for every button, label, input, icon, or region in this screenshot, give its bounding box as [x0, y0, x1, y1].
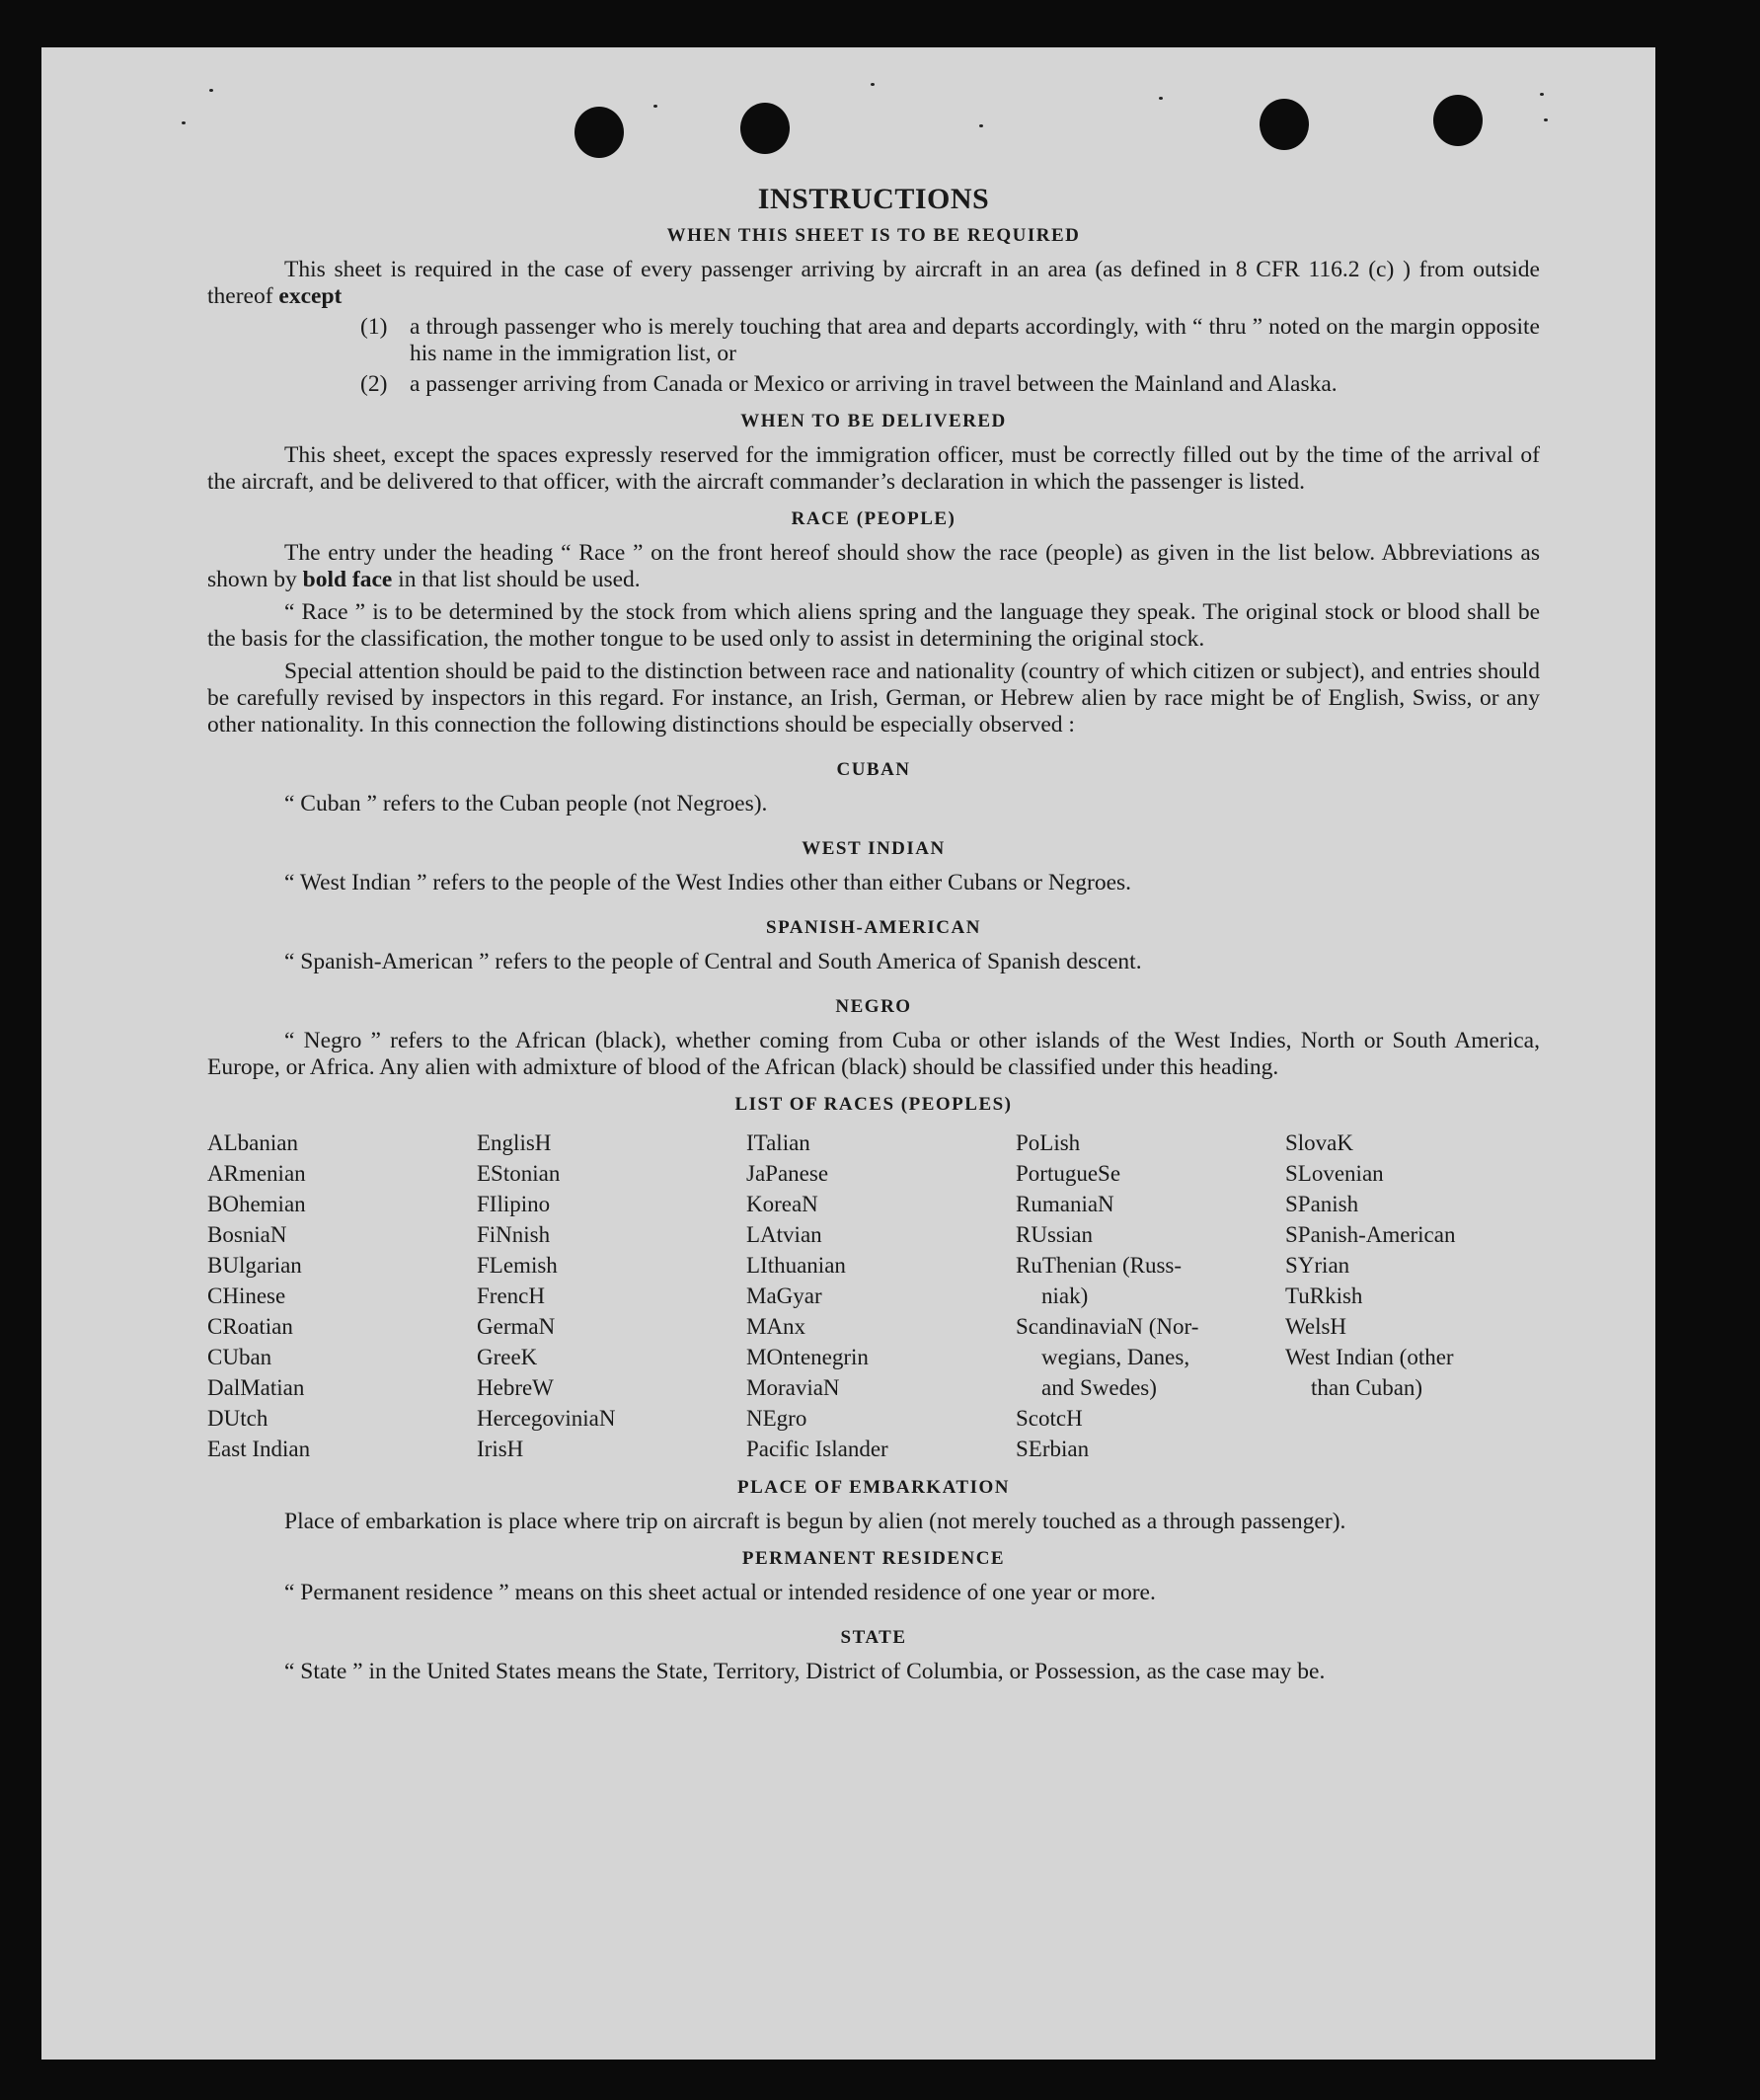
race-entry: NEgro	[746, 1406, 807, 1431]
race-entry: JaPanese	[746, 1161, 829, 1186]
race-entry: SYrian	[1285, 1253, 1350, 1278]
race-entry: West Indian (other	[1285, 1345, 1454, 1369]
race-entry: CUban	[207, 1345, 272, 1369]
race-entry: East Indian	[207, 1437, 311, 1461]
page-title: INSTRUCTIONS	[757, 183, 990, 215]
race-entry: GermaN	[477, 1314, 556, 1339]
speck	[1544, 118, 1548, 121]
race-entry: MOntenegrin	[746, 1345, 869, 1369]
race-entry: SlovaK	[1285, 1130, 1353, 1155]
residence-text: “ Permanent residence ” means on this sheet actual or intended residence of one year or more.	[284, 1580, 1156, 1605]
speck	[209, 89, 213, 92]
race-entry: BOhemian	[207, 1192, 306, 1216]
race-entry: FrencH	[477, 1283, 545, 1308]
section-heading-race: RACE (PEOPLE)	[791, 508, 957, 529]
section-heading-embarkation: PLACE OF EMBARKATION	[737, 1477, 1010, 1498]
race-entry-continued: than Cuban)	[1311, 1375, 1423, 1400]
race-paragraph-2: “ Race ” is to be determined by the stock from which aliens spring and the language they speak. The original stock or blood shall be the basis for the classification, the mother tongue to be used only to assist in determining the original stock.	[207, 599, 1540, 652]
races-column-4	[1016, 1128, 1285, 1464]
race-entry: MaGyar	[746, 1283, 822, 1308]
race-entry: DalMatian	[207, 1375, 305, 1400]
race-entry: FIlipino	[477, 1192, 551, 1216]
race-entry-continued: niak)	[1041, 1283, 1089, 1308]
required-intro-text: This sheet is required in the case of every passenger arriving by aircraft in an area (as defined in 8 CFR 116.2 (c) ) from outside thereof	[207, 257, 1540, 309]
race-entry: WelsH	[1285, 1314, 1347, 1339]
race-paragraph-3: Special attention should be paid to the distinction between race and nationality (country of which citizen or subject), and entries should be carefully revised by inspectors in this regard. For instance, an Irish, German, or Hebrew alien by race might be of English, Swiss, or any other nationality. In this connection the following distinctions should be especially observed :	[207, 659, 1540, 738]
speck	[979, 124, 983, 127]
delivered-text: This sheet, except the spaces expressly reserved for the immigration officer, must be correctly filled out by the time of the arrival of the aircraft, and be delivered to that officer, with the aircraft commander’s declaration in which the passenger is listed.	[207, 442, 1540, 495]
item-number: (1)	[360, 314, 388, 340]
section-heading-races-list: LIST OF RACES (PEOPLES)	[734, 1094, 1013, 1115]
cuban-text: “ Cuban ” refers to the Cuban people (not Negroes).	[284, 791, 768, 817]
race-entry: RumaniaN	[1016, 1192, 1114, 1216]
item-text: a through passenger who is merely touching that area and departs accordingly, with “ thru ” noted on the margin opposite his name in the immigration list, or	[410, 314, 1540, 366]
state-text: “ State ” in the United States means the State, Territory, District of Columbia, or Possession, as the case may be.	[284, 1659, 1326, 1684]
race-entry: ALbanian	[207, 1130, 298, 1155]
race-entry: EnglisH	[477, 1130, 552, 1155]
race-entry: ARmenian	[207, 1161, 306, 1186]
races-column-1	[207, 1128, 477, 1464]
section-heading-delivered: WHEN TO BE DELIVERED	[740, 411, 1007, 431]
race-entry: ITalian	[746, 1130, 810, 1155]
race-entry: FiNnish	[477, 1222, 551, 1247]
race-paragraph-1	[207, 540, 1540, 593]
race-entry: SPanish	[1285, 1192, 1359, 1216]
section-heading-negro: NEGRO	[835, 996, 912, 1017]
race-entry: SLovenian	[1285, 1161, 1384, 1186]
race-entry: GreeK	[477, 1345, 538, 1369]
race-entry: HebreW	[477, 1375, 554, 1400]
section-heading-cuban: CUBAN	[836, 759, 911, 780]
race-entry: SPanish-American	[1285, 1222, 1456, 1247]
required-intro-bold: except	[278, 283, 343, 309]
race-entry: DUtch	[207, 1406, 268, 1431]
embarkation-text: Place of embarkation is place where trip on aircraft is begun by alien (not merely touched as a through passenger).	[284, 1509, 1346, 1534]
races-column-2	[477, 1128, 746, 1464]
required-intro	[207, 257, 1540, 310]
west-indian-text: “ West Indian ” refers to the people of the West Indies other than either Cubans or Negroes.	[284, 870, 1132, 895]
race-entry: CHinese	[207, 1283, 286, 1308]
speck	[653, 105, 657, 108]
race-entry: Pacific Islander	[746, 1437, 888, 1461]
race-entry: KoreaN	[746, 1192, 818, 1216]
race-entry: BosniaN	[207, 1222, 287, 1247]
instructions-content	[207, 183, 1540, 1685]
race-entry: LAtvian	[746, 1222, 822, 1247]
punch-hole	[1433, 95, 1483, 146]
item-text: a passenger arriving from Canada or Mexico or arriving in travel between the Mainland and Alaska.	[410, 371, 1338, 397]
race-entry: BUlgarian	[207, 1253, 302, 1278]
section-heading-residence: PERMANENT RESIDENCE	[741, 1548, 1006, 1569]
punch-hole	[740, 103, 790, 154]
race-entry: CRoatian	[207, 1314, 293, 1339]
races-column-5	[1285, 1128, 1581, 1464]
section-heading-spanish-american: SPANISH-AMERICAN	[766, 917, 981, 938]
spanish-american-text: “ Spanish-American ” refers to the people of Central and South America of Spanish descent.	[284, 949, 1142, 974]
race-entry: RUssian	[1016, 1222, 1093, 1247]
race-entry: SErbian	[1016, 1437, 1090, 1461]
races-column-3	[746, 1128, 1016, 1464]
section-heading-required: WHEN THIS SHEET IS TO BE REQUIRED	[666, 225, 1081, 246]
race-entry: PortugueSe	[1016, 1161, 1121, 1186]
race-p1-bold: bold face	[302, 567, 393, 592]
section-heading-state: STATE	[840, 1627, 907, 1648]
race-p1-text: The entry under the heading “ Race ” on the front hereof should show the race (people) as given in the list below. Abbreviations as shown by	[207, 540, 1540, 592]
speck	[1159, 97, 1163, 100]
race-entry: MoraviaN	[746, 1375, 840, 1400]
race-entry: EStonian	[477, 1161, 561, 1186]
speck	[871, 83, 875, 86]
race-entry: HercegoviniaN	[477, 1406, 616, 1431]
negro-text: “ Negro ” refers to the African (black), whether coming from Cuba or other islands of the West Indies, North or South America, Europe, or Africa. Any alien with admixture of blood of the African (black) should be classified under this heading.	[207, 1028, 1540, 1080]
races-list	[207, 1128, 1540, 1464]
speck	[1540, 93, 1544, 96]
race-entry: PoLish	[1016, 1130, 1081, 1155]
speck	[182, 121, 186, 124]
race-entry-continued: and Swedes)	[1041, 1375, 1157, 1400]
punch-hole	[574, 107, 624, 158]
race-entry: ScandinaviaN (Nor-	[1016, 1314, 1199, 1339]
race-entry: IrisH	[477, 1437, 524, 1461]
race-entry: TuRkish	[1285, 1283, 1363, 1308]
race-entry: MAnx	[746, 1314, 806, 1339]
race-entry: ScotcH	[1016, 1406, 1083, 1431]
list-item	[360, 371, 1540, 398]
race-p1-end: in that list should be used.	[398, 567, 641, 592]
punch-hole	[1260, 99, 1309, 150]
race-entry: FLemish	[477, 1253, 558, 1278]
section-heading-west-indian: WEST INDIAN	[802, 838, 946, 859]
race-entry: RuThenian (Russ-	[1016, 1253, 1183, 1278]
race-entry: LIthuanian	[746, 1253, 846, 1278]
item-number: (2)	[360, 371, 388, 397]
race-entry-continued: wegians, Danes,	[1041, 1345, 1190, 1369]
document-sheet	[41, 47, 1655, 2060]
list-item	[360, 314, 1540, 367]
